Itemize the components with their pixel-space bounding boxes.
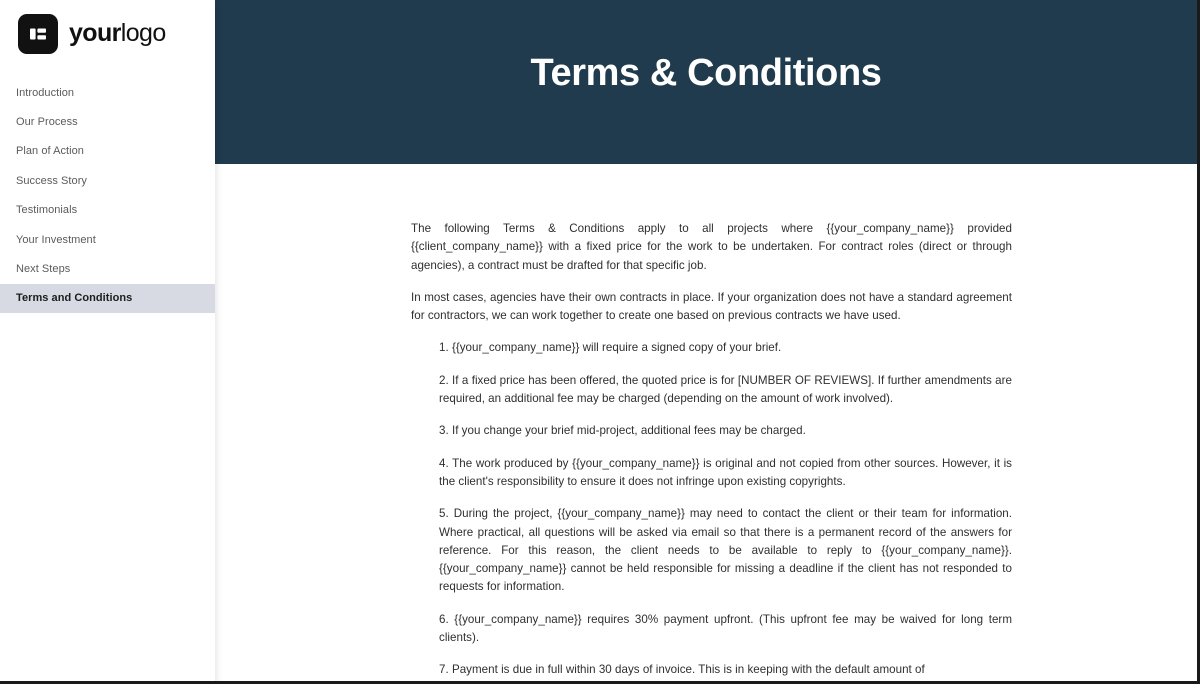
intro-paragraph: In most cases, agencies have their own contracts in place. If your organization does not have a standard agreement for contractors, we can work together to create one based on previous contracts we have used. bbox=[411, 290, 1012, 323]
sidebar-item-label: Plan of Action bbox=[16, 145, 84, 158]
sidebar-item-label: Your Investment bbox=[16, 233, 96, 246]
terms-list-item: 3. If you change your brief mid-project, additional fees may be charged. bbox=[439, 424, 806, 438]
sidebar-item-success-story[interactable] bbox=[0, 166, 215, 195]
sidebar bbox=[0, 0, 215, 684]
terms-list-item: 5. During the project, {{your_company_name}} may need to contact the client or their team for information. Where practical, all questions will be asked via email so that there is a permanent record of the answers for reference. For this reason, the client needs to be available to reply to {{your_company_name}}. {{your_company_name}} cannot be held responsible for missing a deadline if the client has not responded to requests for information. bbox=[439, 507, 1012, 594]
terms-list-item: 6. {{your_company_name}} requires 30% payment upfront. (This upfront fee may be waived for long term clients). bbox=[439, 612, 1012, 645]
terms-list-item: 1. {{your_company_name}} will require a signed copy of your brief. bbox=[439, 341, 782, 355]
sidebar-item-your-investment[interactable] bbox=[0, 225, 215, 254]
logo[interactable] bbox=[0, 0, 215, 46]
sidebar-item-plan-of-action[interactable] bbox=[0, 137, 215, 166]
sidebar-item-label: Testimonials bbox=[16, 204, 78, 217]
sidebar-item-label: Introduction bbox=[16, 86, 75, 99]
terms-list-item: 2. If a fixed price has been offered, the quoted price is for [NUMBER OF REVIEWS]. If further amendments are required, an additional fee may be charged (depending on the amount of work involved). bbox=[439, 373, 1012, 406]
terms-list-item: 4. The work produced by {{your_company_name}} is original and not copied from other sources. However, it is the client's responsibility to ensure it does not infringe upon existing copyrights. bbox=[439, 456, 1012, 488]
sidebar-item-terms-and-conditions[interactable] bbox=[0, 284, 215, 313]
sidebar-nav bbox=[0, 78, 215, 313]
logo-text-light: logo bbox=[120, 19, 166, 47]
sidebar-item-label: Terms and Conditions bbox=[16, 292, 133, 305]
sidebar-item-our-process[interactable] bbox=[0, 107, 215, 136]
sidebar-item-next-steps[interactable] bbox=[0, 254, 215, 283]
logo-text bbox=[69, 21, 166, 46]
document-header bbox=[215, 0, 1197, 164]
sidebar-item-label: Next Steps bbox=[16, 263, 71, 276]
layout-grid-icon bbox=[18, 14, 58, 54]
document-pane bbox=[215, 0, 1197, 684]
sidebar-item-label: Success Story bbox=[16, 174, 87, 187]
terms-list-item: 7. Payment is due in full within 30 days of invoice. This is in keeping with the default amount of bbox=[439, 663, 925, 677]
sidebar-item-testimonials[interactable] bbox=[0, 196, 215, 225]
page-title: Terms & Conditions bbox=[530, 51, 882, 94]
sidebar-item-label: Our Process bbox=[16, 116, 78, 129]
logo-text-bold: your bbox=[69, 19, 121, 47]
intro-paragraph: The following Terms & Conditions apply to all projects where {{your_company_name}} provided {{client_company_name}} with a fixed price for the work to be undertaken. For contract roles (direct or through agencies), a contract must be drafted for that specific job. bbox=[411, 222, 1012, 272]
document-content bbox=[215, 164, 1197, 680]
sidebar-item-introduction[interactable] bbox=[0, 78, 215, 107]
